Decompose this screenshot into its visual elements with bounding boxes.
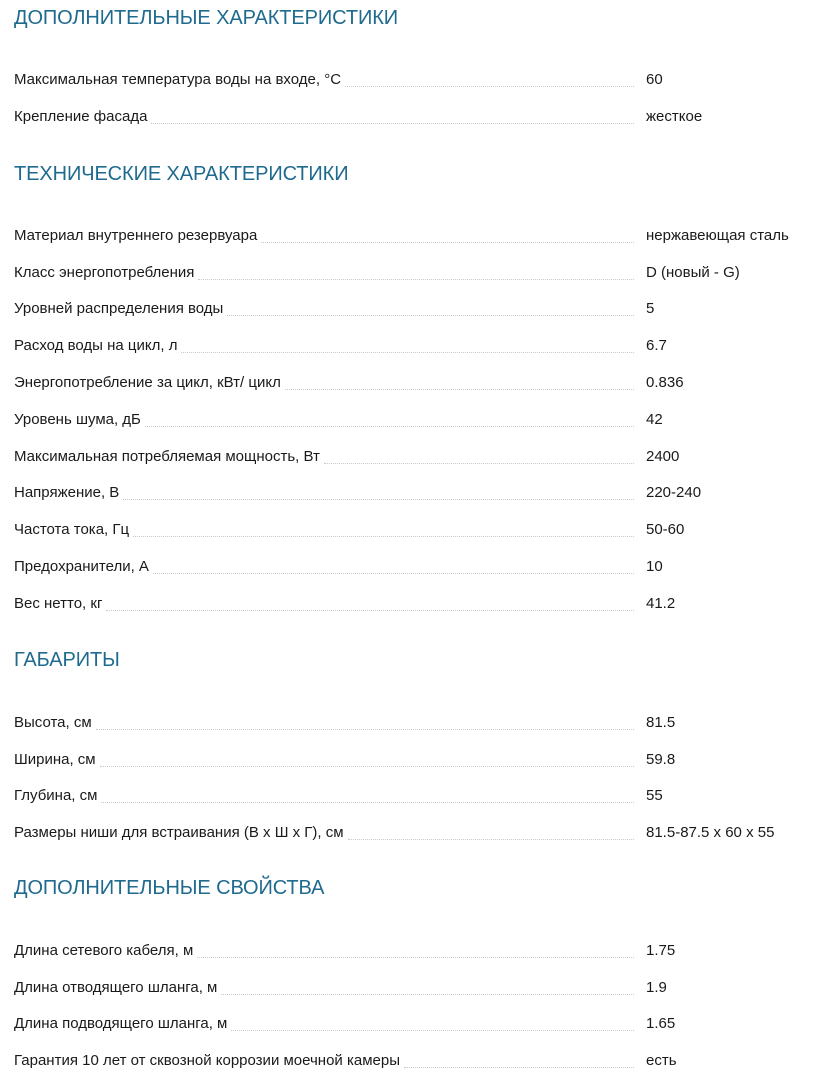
dotted-leader — [324, 462, 634, 464]
dotted-leader — [231, 1029, 634, 1031]
spec-label: Глубина, см — [14, 787, 98, 805]
spec-row — [14, 392, 804, 429]
spec-value: 81.5-87.5 х 60 х 55 — [646, 824, 775, 842]
section-title: ДОПОЛНИТЕЛЬНЫЕ ХАРАКТЕРИСТИКИ — [14, 7, 399, 29]
spec-value: 1.65 — [646, 1015, 676, 1033]
spec-row — [14, 997, 804, 1034]
spec-row — [14, 576, 804, 613]
spec-value: жесткое — [646, 107, 703, 125]
spec-label: Уровней распределения воды — [14, 300, 224, 318]
spec-value: 1.75 — [646, 941, 676, 959]
spec-row — [14, 805, 804, 842]
spec-list — [14, 695, 804, 842]
spec-value: 0.836 — [646, 373, 684, 391]
spec-label: Предохранители, А — [14, 557, 149, 575]
spec-label: Максимальная потребляемая мощность, Вт — [14, 447, 320, 465]
dotted-leader — [197, 956, 634, 958]
spec-row — [14, 466, 804, 503]
dotted-leader — [221, 993, 634, 995]
spec-label: Напряжение, В — [14, 484, 120, 502]
spec-row — [14, 539, 804, 576]
spec-value: есть — [646, 1052, 677, 1070]
spec-row — [14, 732, 804, 769]
spec-value: 42 — [646, 410, 663, 428]
dotted-leader — [227, 314, 634, 316]
dotted-leader — [345, 85, 634, 87]
spec-label: Класс энергопотребления — [14, 263, 195, 281]
dotted-leader — [133, 535, 634, 537]
spec-value: 5 — [646, 300, 655, 318]
spec-value: 41.2 — [646, 594, 676, 612]
spec-value: 55 — [646, 787, 663, 805]
dotted-leader — [198, 278, 634, 280]
spec-label: Материал внутреннего резервуара — [14, 226, 258, 244]
spec-value: 2400 — [646, 447, 680, 465]
spec-row — [14, 695, 804, 732]
section-title: ТЕХНИЧЕСКИЕ ХАРАКТЕРИСТИКИ — [14, 163, 349, 185]
spec-label: Длина подводящего шланга, м — [14, 1015, 228, 1033]
dotted-leader — [145, 425, 634, 427]
spec-value: 1.9 — [646, 978, 667, 996]
spec-label: Гарантия 10 лет от сквозной коррозии моечной камеры — [14, 1052, 400, 1070]
spec-label: Размеры ниши для встраивания (В х Ш х Г), см — [14, 824, 344, 842]
spec-row — [14, 245, 804, 282]
spec-value: D (новый - G) — [646, 263, 740, 281]
spec-label: Энергопотребление за цикл, кВт/ цикл — [14, 373, 281, 391]
spec-label: Вес нетто, кг — [14, 594, 103, 612]
spec-row — [14, 769, 804, 806]
spec-row — [14, 1033, 804, 1070]
dotted-leader — [101, 801, 634, 803]
dotted-leader — [151, 122, 634, 124]
spec-label: Уровень шума, дБ — [14, 410, 141, 428]
dotted-leader — [181, 351, 634, 353]
spec-list — [14, 208, 804, 613]
spec-value: 59.8 — [646, 750, 676, 768]
spec-label: Высота, см — [14, 713, 92, 731]
section-dimensions — [14, 646, 804, 842]
section-technical-characteristics — [14, 160, 804, 613]
spec-row — [14, 960, 804, 997]
spec-value: 220-240 — [646, 484, 702, 502]
spec-label: Расход воды на цикл, л — [14, 337, 178, 355]
section-additional-characteristics — [14, 4, 804, 126]
spec-label: Частота тока, Гц — [14, 521, 130, 539]
spec-row — [14, 318, 804, 355]
spec-row — [14, 208, 804, 245]
spec-list — [14, 923, 804, 1070]
dotted-leader — [100, 765, 634, 767]
spec-row — [14, 89, 804, 126]
spec-value: 81.5 — [646, 713, 676, 731]
spec-list — [14, 52, 804, 126]
dotted-leader — [123, 498, 634, 500]
spec-row — [14, 52, 804, 89]
dotted-leader — [404, 1066, 634, 1068]
spec-row — [14, 502, 804, 539]
spec-label: Длина отводящего шланга, м — [14, 978, 218, 996]
dotted-leader — [348, 838, 634, 840]
spec-row — [14, 429, 804, 466]
section-title: ГАБАРИТЫ — [14, 649, 120, 671]
dotted-leader — [96, 728, 634, 730]
spec-value: 50-60 — [646, 521, 685, 539]
spec-row — [14, 923, 804, 960]
spec-row — [14, 355, 804, 392]
spec-row — [14, 282, 804, 319]
spec-value: 6.7 — [646, 337, 667, 355]
section-title: ДОПОЛНИТЕЛЬНЫЕ СВОЙСТВА — [14, 877, 325, 899]
spec-value: 60 — [646, 70, 663, 88]
dotted-leader — [106, 609, 634, 611]
spec-label: Максимальная температура воды на входе, °C — [14, 70, 342, 88]
section-additional-properties — [14, 874, 804, 1070]
dotted-leader — [261, 241, 634, 243]
spec-label: Ширина, см — [14, 750, 96, 768]
spec-value: 10 — [646, 557, 663, 575]
spec-label: Длина сетевого кабеля, м — [14, 941, 194, 959]
dotted-leader — [153, 572, 634, 574]
dotted-leader — [285, 388, 634, 390]
spec-value: нержавеющая сталь — [646, 226, 789, 244]
spec-label: Крепление фасада — [14, 107, 148, 125]
